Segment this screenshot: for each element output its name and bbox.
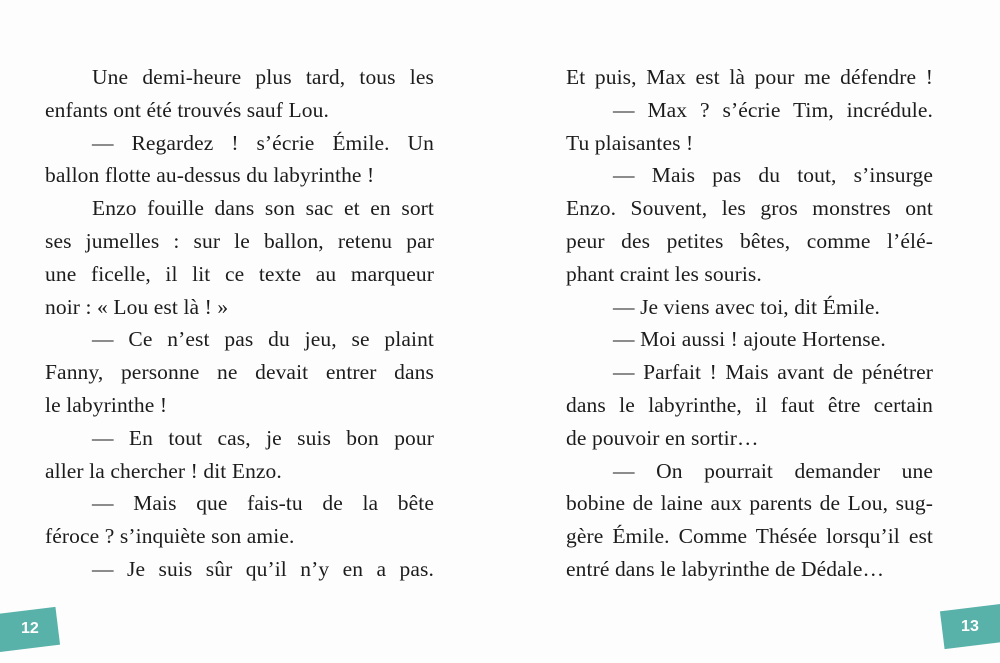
text-line: ses jumelles : sur le ballon, retenu par xyxy=(45,228,434,253)
text-line: — Ce n’est pas du jeu, se plaint xyxy=(92,327,434,352)
text-line: de pouvoir en sortir… xyxy=(566,425,759,450)
text-line: Enzo. Souvent, les gros monstres ont xyxy=(566,196,933,221)
text-line: phant craint les souris. xyxy=(566,261,762,286)
page-13-text-column xyxy=(566,61,933,586)
text-line: entré dans le labyrinthe de Dédale… xyxy=(566,556,885,581)
text-line: — Mais que fais-tu de la bête xyxy=(92,491,434,516)
text-line: — Max ? s’écrie Tim, incrédule. xyxy=(613,97,933,122)
page-number-left: 12 xyxy=(21,620,39,638)
text-line: Tu plaisantes ! xyxy=(566,130,694,155)
text-line: — Parfait ! Mais avant de pénétrer xyxy=(613,360,933,385)
text-line: enfants ont été trouvés sauf Lou. xyxy=(45,97,329,122)
text-line: — En tout cas, je suis bon pour xyxy=(92,425,434,450)
page-number-badge-left xyxy=(0,607,60,653)
text-line: bobine de laine aux parents de Lou, sug- xyxy=(566,491,933,516)
text-line: — Je suis sûr qu’il n’y en a pas. xyxy=(92,556,434,581)
page-number-badge-right xyxy=(940,603,1000,649)
text-line: aller la chercher ! dit Enzo. xyxy=(45,458,282,483)
text-line: Une demi-heure plus tard, tous les xyxy=(92,65,434,89)
text-line: noir : « Lou est là ! » xyxy=(45,294,229,319)
text-line: féroce ? s’inquiète son amie. xyxy=(45,524,295,549)
text-line: — Mais pas du tout, s’insurge xyxy=(613,163,933,188)
text-line: Fanny, personne ne devait entrer dans xyxy=(45,360,434,385)
text-line: Enzo fouille dans son sac et en sort xyxy=(92,196,434,221)
text-line: ballon flotte au-dessus du labyrinthe ! xyxy=(45,163,375,188)
text-line: une ficelle, il lit ce texte au marqueur xyxy=(45,261,434,286)
page-number-right: 13 xyxy=(961,617,979,635)
text-line: gère Émile. Comme Thésée lorsqu’il est xyxy=(566,524,933,549)
text-line: dans le labyrinthe, il faut être certain xyxy=(566,392,933,417)
text-line: — Je viens avec toi, dit Émile. xyxy=(613,294,881,319)
text-line: — On pourrait demander une xyxy=(613,458,933,483)
text-line: Et puis, Max est là pour me défendre ! xyxy=(566,65,933,89)
text-line: — Regardez ! s’écrie Émile. Un xyxy=(92,130,434,155)
page-12-text-column xyxy=(45,61,434,586)
text-line: le labyrinthe ! xyxy=(45,392,168,417)
text-line: peur des petites bêtes, comme l’élé- xyxy=(566,228,933,253)
text-line: — Moi aussi ! ajoute Hortense. xyxy=(613,327,886,352)
